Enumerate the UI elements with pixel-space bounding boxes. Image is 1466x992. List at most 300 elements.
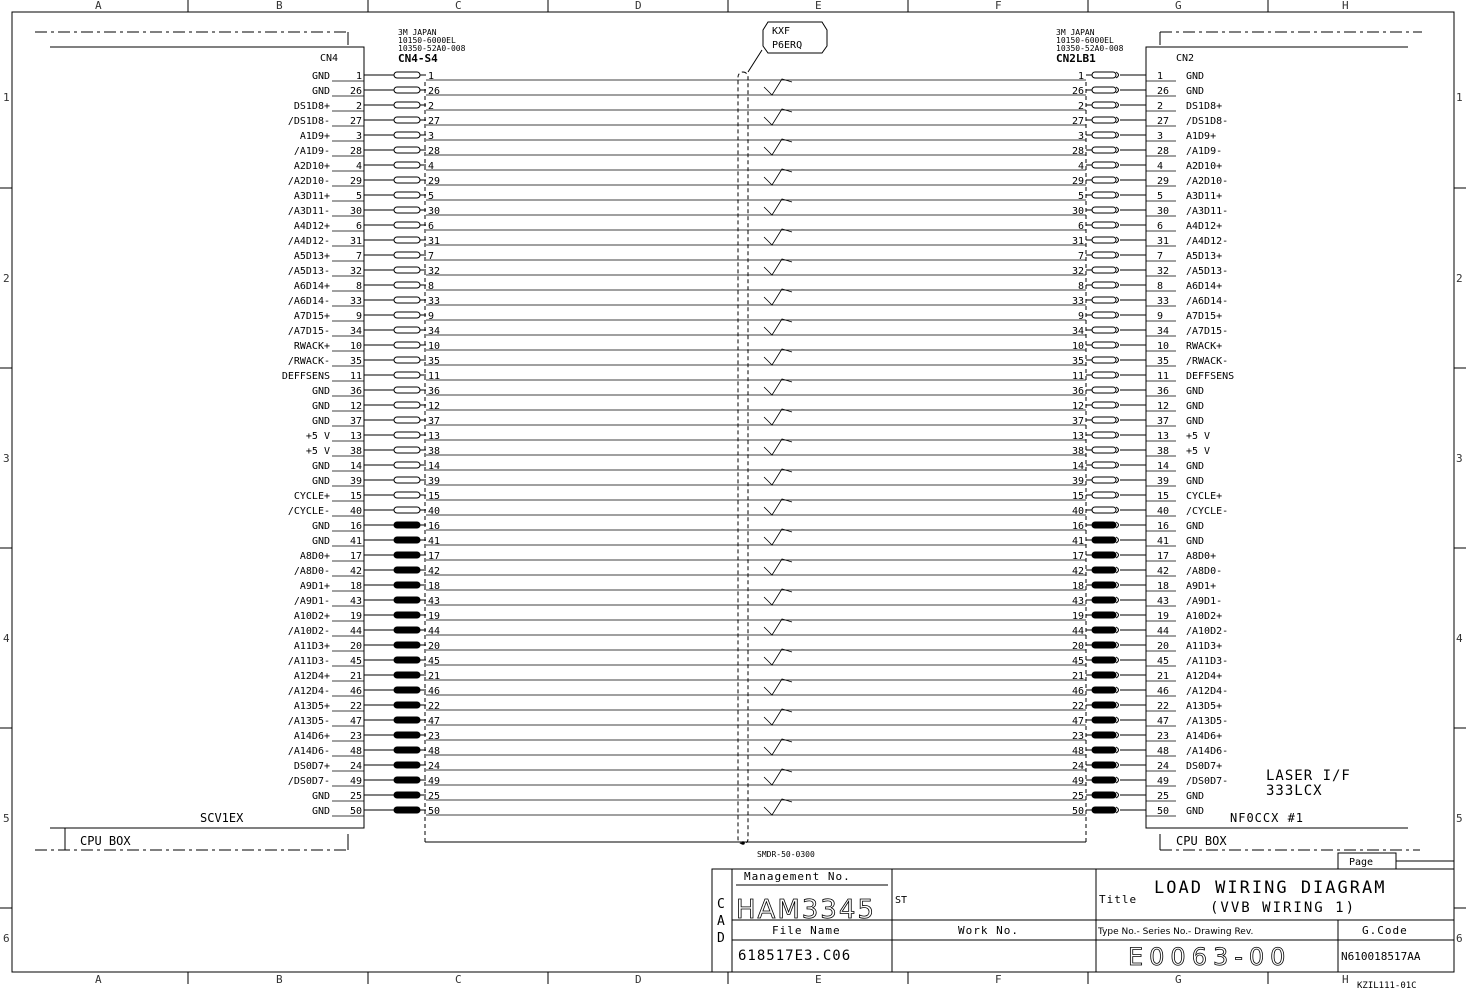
left-contact	[394, 327, 420, 333]
left-pin-number: 3	[355, 131, 362, 142]
wire-row	[312, 799, 1204, 817]
right-signal-name: /A10D2-	[1186, 626, 1229, 637]
left-plug-pin: 25	[428, 791, 441, 802]
left-pin-number: 40	[349, 506, 362, 517]
wire-row	[294, 161, 1222, 172]
left-contact	[394, 717, 420, 723]
left-signal-name: +5 V	[305, 431, 330, 442]
right-signal-name: +5 V	[1186, 446, 1211, 457]
right-pin-number: 46	[1157, 686, 1170, 697]
drawing-title-line1: LOAD WIRING DIAGRAM	[1154, 878, 1387, 898]
wire-row	[294, 641, 1222, 652]
twisted-pair-mark	[764, 739, 792, 755]
right-plug-pin: 38	[1071, 446, 1084, 457]
wire-row	[312, 521, 1204, 532]
file-name-label: File Name	[772, 924, 841, 937]
zone-bottom-1: A	[95, 973, 102, 986]
left-plug-pin: 29	[428, 176, 441, 187]
management-number: HAM3345	[736, 895, 876, 925]
right-contact	[1092, 177, 1116, 183]
right-signal-name: /DS0D7-	[1186, 776, 1229, 787]
right-signal-name: RWACK+	[1186, 341, 1223, 352]
twisted-pair-mark	[764, 199, 792, 215]
right-pin-number: 34	[1157, 326, 1170, 337]
right-pin-number: 36	[1157, 386, 1170, 397]
right-pin-number: 5	[1157, 191, 1164, 202]
wire-row	[312, 79, 1204, 97]
type-no-label: Type No.- Series No.- Drawing Rev.	[1098, 927, 1254, 937]
right-pin-number: 22	[1157, 701, 1170, 712]
file-name-value: 618517E3.C06	[738, 948, 852, 964]
right-plug-part1: 10150-6000EL	[1056, 36, 1114, 45]
left-contact	[394, 657, 420, 663]
right-contact	[1092, 312, 1116, 318]
right-plug-pin: 48	[1071, 746, 1084, 757]
right-plug-pin: 31	[1071, 236, 1084, 247]
twisted-pair-mark	[764, 619, 792, 635]
left-pin-number: 16	[349, 521, 362, 532]
right-pin-number: 12	[1157, 401, 1170, 412]
right-contact	[1092, 402, 1116, 408]
left-signal-name: A10D2+	[293, 611, 330, 622]
right-plug-pin: 20	[1071, 641, 1084, 652]
zone-left-3: 3	[3, 452, 10, 465]
wire-row	[312, 401, 1204, 412]
right-plug-pin: 7	[1077, 251, 1084, 262]
right-plug-pin: 6	[1077, 221, 1084, 232]
right-signal-name: CYCLE+	[1186, 491, 1223, 502]
right-pin-number: 1	[1157, 71, 1164, 82]
right-pin-number: 45	[1157, 656, 1170, 667]
right-plug-pin: 8	[1077, 281, 1084, 292]
right-contact	[1092, 387, 1116, 393]
right-signal-name: A9D1+	[1186, 581, 1217, 592]
right-contact	[1092, 537, 1116, 543]
left-contact	[394, 687, 420, 693]
left-signal-name: /A12D4-	[287, 686, 330, 697]
left-signal-name: /A13D5-	[287, 716, 330, 727]
right-contact	[1092, 627, 1116, 633]
right-plug-pin: 16	[1071, 521, 1084, 532]
cad-a: A	[717, 914, 725, 929]
right-plug-pin: 23	[1071, 731, 1084, 742]
right-signal-name: /A9D1-	[1186, 596, 1223, 607]
right-pin-number: 44	[1157, 626, 1170, 637]
cad-d: D	[717, 931, 725, 946]
left-pin-number: 9	[355, 311, 362, 322]
twisted-pair-mark	[764, 289, 792, 305]
right-contact	[1092, 282, 1116, 288]
zone-top-2: B	[276, 0, 283, 12]
left-plug-pin: 50	[428, 806, 441, 817]
right-pin-number: 14	[1157, 461, 1170, 472]
cad-c: C	[717, 897, 725, 912]
wire-row	[294, 281, 1222, 292]
zone-bottom-5: E	[815, 973, 822, 986]
form-code: KZIL111-01C	[1357, 981, 1417, 991]
wire-row	[300, 551, 1216, 562]
right-contact	[1092, 807, 1116, 813]
wire-row	[294, 101, 1222, 112]
right-plug-pin: 5	[1077, 191, 1084, 202]
right-signal-name: /A5D13-	[1186, 266, 1229, 277]
left-contact	[394, 807, 420, 813]
twisted-pair-mark	[764, 769, 792, 785]
left-pin-number: 4	[355, 161, 362, 172]
right-contact	[1092, 477, 1116, 483]
left-plug-pin: 37	[428, 416, 441, 427]
right-contact	[1092, 117, 1116, 123]
right-contact	[1092, 642, 1116, 648]
zone-left-1: 1	[3, 91, 10, 104]
left-plug-pin: 7	[428, 251, 435, 262]
left-signal-name: A12D4+	[293, 671, 330, 682]
left-contact	[394, 477, 420, 483]
right-contact	[1092, 162, 1116, 168]
left-signal-name: RWACK+	[293, 341, 330, 352]
right-contact	[1092, 147, 1116, 153]
twisted-pair-mark	[764, 499, 792, 515]
g-code-label: G.Code	[1362, 924, 1408, 937]
left-plug-pin: 21	[428, 671, 441, 682]
zone-bottom-8: H	[1342, 973, 1349, 986]
st-mark: ST	[895, 895, 908, 906]
right-plug-pin: 42	[1071, 566, 1084, 577]
zone-bottom-6: F	[995, 973, 1002, 986]
left-plug-pin: 39	[428, 476, 441, 487]
wire-row	[312, 791, 1204, 802]
right-pin-number: 29	[1157, 176, 1170, 187]
left-signal-name: /A9D1-	[293, 596, 330, 607]
right-pin-number: 37	[1157, 416, 1170, 427]
wire-row	[306, 431, 1210, 442]
management-label: Management No.	[744, 870, 851, 883]
right-pin-number: 30	[1157, 206, 1170, 217]
right-signal-name: DEFFSENS	[1186, 371, 1235, 382]
right-pin-number: 4	[1157, 161, 1164, 172]
left-plug-pin: 40	[428, 506, 441, 517]
twisted-pair-mark	[764, 229, 792, 245]
left-contact	[394, 372, 420, 378]
left-pin-number: 43	[349, 596, 362, 607]
right-pin-number: 18	[1157, 581, 1170, 592]
left-pin-number: 50	[349, 806, 362, 817]
left-plug-pin: 28	[428, 146, 441, 157]
right-plug-pin: 43	[1071, 596, 1084, 607]
right-pin-number: 41	[1157, 536, 1170, 547]
zone-bottom-7: G	[1175, 973, 1182, 986]
left-contact	[394, 387, 420, 393]
right-plug-pin: 10	[1071, 341, 1084, 352]
right-plug-pin: 21	[1071, 671, 1084, 682]
right-plug-pin: 17	[1071, 551, 1084, 562]
left-pin-number: 8	[355, 281, 362, 292]
left-pin-number: 30	[349, 206, 362, 217]
right-plug-pin: 49	[1071, 776, 1084, 787]
right-pin-number: 16	[1157, 521, 1170, 532]
right-plug-pin: 15	[1071, 491, 1084, 502]
right-signal-name: A12D4+	[1186, 671, 1223, 682]
right-signal-name: DS0D7+	[1186, 761, 1223, 772]
right-plug-pin: 33	[1071, 296, 1084, 307]
right-pin-number: 25	[1157, 791, 1170, 802]
left-pin-number: 31	[349, 236, 362, 247]
left-pin-number: 35	[349, 356, 362, 367]
left-plug-pin: 34	[428, 326, 441, 337]
wire-row	[294, 611, 1222, 622]
twisted-pair-mark	[764, 649, 792, 665]
left-contact	[394, 672, 420, 678]
wire-row	[300, 131, 1216, 142]
wire-row	[294, 191, 1222, 202]
right-plug-pin: 37	[1071, 416, 1084, 427]
right-signal-name: /A2D10-	[1186, 176, 1229, 187]
right-signal-name: A7D15+	[1186, 311, 1223, 322]
left-contact	[394, 642, 420, 648]
right-contact	[1092, 762, 1116, 768]
right-pin-number: 24	[1157, 761, 1170, 772]
twisted-pair-mark	[764, 529, 792, 545]
drawing-title-line2: (VVB WIRING 1)	[1210, 900, 1357, 916]
right-contact	[1092, 102, 1116, 108]
left-plug-pin: 35	[428, 356, 441, 367]
left-plug-pin: 49	[428, 776, 441, 787]
left-plug-pin: 31	[428, 236, 441, 247]
wire-row	[294, 221, 1222, 232]
left-plug-header	[398, 28, 466, 65]
right-contact	[1092, 672, 1116, 678]
left-plug-pin: 12	[428, 401, 441, 412]
right-plug-pin: 24	[1071, 761, 1084, 772]
left-contact	[394, 222, 420, 228]
left-contact	[394, 87, 420, 93]
cable-bundle	[425, 22, 1086, 859]
left-pin-number: 37	[349, 416, 362, 427]
left-contact	[394, 702, 420, 708]
left-pin-number: 7	[355, 251, 362, 262]
right-box-label: CPU BOX	[1176, 834, 1227, 848]
left-contact	[394, 252, 420, 258]
zone-top-8: H	[1342, 0, 1349, 12]
right-contact	[1092, 597, 1116, 603]
right-signal-name: A3D11+	[1186, 191, 1223, 202]
left-pin-number: 34	[349, 326, 362, 337]
right-pin-number: 21	[1157, 671, 1170, 682]
right-pin-number: 40	[1157, 506, 1170, 517]
left-plug-pin: 3	[428, 131, 435, 142]
left-signal-name: GND	[311, 806, 330, 817]
right-contact	[1092, 252, 1116, 258]
left-plug-pin: 36	[428, 386, 441, 397]
left-pin-number: 19	[349, 611, 362, 622]
left-plug-pin: 2	[428, 101, 435, 112]
left-contact	[394, 747, 420, 753]
right-contact	[1092, 192, 1116, 198]
wire-row	[300, 581, 1216, 592]
left-plug-pin: 47	[428, 716, 441, 727]
left-signal-name: GND	[311, 461, 330, 472]
left-plug-pin: 24	[428, 761, 441, 772]
left-pin-number: 6	[355, 221, 362, 232]
left-pin-number: 29	[349, 176, 362, 187]
left-contact	[394, 762, 420, 768]
right-signal-name: /A14D6-	[1186, 746, 1229, 757]
left-pin-number: 38	[349, 446, 362, 457]
right-plug-pin: 1	[1077, 71, 1084, 82]
left-plug-part1: 10150-6000EL	[398, 36, 456, 45]
left-plug-pin: 30	[428, 206, 441, 217]
right-signal-name: /A1D9-	[1186, 146, 1223, 157]
right-pin-number: 19	[1157, 611, 1170, 622]
left-pin-number: 28	[349, 146, 362, 157]
right-pin-number: 49	[1157, 776, 1170, 787]
left-plug-pin: 32	[428, 266, 441, 277]
left-pin-number: 41	[349, 536, 362, 547]
zone-right-2: 2	[1456, 272, 1463, 285]
left-pin-number: 20	[349, 641, 362, 652]
wire-row	[294, 731, 1222, 742]
left-plug-pin: 5	[428, 191, 435, 202]
left-signal-name: /A1D9-	[293, 146, 330, 157]
right-pin-number: 43	[1157, 596, 1170, 607]
right-pin-number: 39	[1157, 476, 1170, 487]
twisted-pair-mark	[764, 379, 792, 395]
page-label: Page	[1349, 857, 1374, 868]
left-contact	[394, 102, 420, 108]
zone-top-5: E	[815, 0, 822, 12]
right-signal-name: /RWACK-	[1186, 356, 1229, 367]
cable-tag-line1: KXF	[772, 26, 791, 37]
right-signal-name: /A12D4-	[1186, 686, 1229, 697]
zone-bottom-3: C	[455, 973, 462, 986]
left-contact	[394, 777, 420, 783]
left-plug-part2: 10350-52A0-008	[398, 44, 466, 53]
left-contact	[394, 297, 420, 303]
left-plug-pin: 38	[428, 446, 441, 457]
twisted-pair-mark	[764, 169, 792, 185]
left-plug-pin: 26	[428, 86, 441, 97]
left-signal-name: DEFFSENS	[281, 371, 330, 382]
right-plug-pin: 47	[1071, 716, 1084, 727]
zone-right-1: 1	[1456, 91, 1463, 104]
zone-bottom-4: D	[635, 973, 642, 986]
left-pin-number: 39	[349, 476, 362, 487]
right-plug-pin: 28	[1071, 146, 1084, 157]
left-contact	[394, 72, 420, 78]
right-signal-name: GND	[1186, 791, 1205, 802]
left-contact	[394, 447, 420, 453]
right-plug-pin: 40	[1071, 506, 1084, 517]
right-pin-number: 42	[1157, 566, 1170, 577]
right-contact	[1092, 687, 1116, 693]
right-signal-name: GND	[1186, 86, 1205, 97]
left-plug-pin: 19	[428, 611, 441, 622]
wire-row	[294, 701, 1222, 712]
left-contact	[394, 237, 420, 243]
right-pin-number: 33	[1157, 296, 1170, 307]
left-pin-number: 42	[349, 566, 362, 577]
left-plug-pin: 45	[428, 656, 441, 667]
left-signal-name: DS0D7+	[293, 761, 330, 772]
wire-row	[312, 71, 1204, 82]
right-signal-name: A10D2+	[1186, 611, 1223, 622]
left-signal-name: GND	[311, 86, 330, 97]
left-contact	[394, 192, 420, 198]
right-contact	[1092, 447, 1116, 453]
right-pin-number: 27	[1157, 116, 1170, 127]
type-no-value: E0063-00	[1128, 943, 1292, 971]
right-plug-pin: 3	[1077, 131, 1084, 142]
left-signal-name: GND	[311, 71, 330, 82]
right-contact	[1092, 567, 1116, 573]
right-contact	[1092, 732, 1116, 738]
zone-right-4: 4	[1456, 632, 1463, 645]
right-plug-pin: 12	[1071, 401, 1084, 412]
right-plug-pin: 4	[1077, 161, 1084, 172]
right-contact	[1092, 777, 1116, 783]
left-pin-number: 48	[349, 746, 362, 757]
right-contact	[1092, 492, 1116, 498]
zone-top-6: F	[995, 0, 1002, 12]
left-signal-name: /DS1D8-	[287, 116, 330, 127]
right-contact	[1092, 327, 1116, 333]
right-pin-number: 15	[1157, 491, 1170, 502]
zone-right-3: 3	[1456, 452, 1463, 465]
left-pin-number: 49	[349, 776, 362, 787]
right-signal-name: GND	[1186, 806, 1205, 817]
right-plug-pin: 19	[1071, 611, 1084, 622]
right-plug-pin: 32	[1071, 266, 1084, 277]
left-contact	[394, 402, 420, 408]
right-signal-name: GND	[1186, 461, 1205, 472]
right-signal-name: A6D14+	[1186, 281, 1223, 292]
left-signal-name: A5D13+	[293, 251, 330, 262]
left-plug-pin: 41	[428, 536, 441, 547]
left-plug-pin: 20	[428, 641, 441, 652]
left-signal-name: GND	[311, 386, 330, 397]
left-pin-number: 46	[349, 686, 362, 697]
left-signal-name: /A4D12-	[287, 236, 330, 247]
left-contact	[394, 582, 420, 588]
left-signal-name: /A10D2-	[287, 626, 330, 637]
right-contact	[1092, 702, 1116, 708]
left-pin-number: 5	[355, 191, 362, 202]
left-contact	[394, 492, 420, 498]
left-plug-pin: 23	[428, 731, 441, 742]
left-plug-pin: 14	[428, 461, 441, 472]
left-plug-pin: 15	[428, 491, 441, 502]
left-plug-pin: 1	[428, 71, 435, 82]
right-pin-number: 26	[1157, 86, 1170, 97]
left-contact	[394, 462, 420, 468]
left-signal-name: /A5D13-	[287, 266, 330, 277]
right-pin-number: 9	[1157, 311, 1164, 322]
right-contact	[1092, 582, 1116, 588]
left-pin-number: 13	[349, 431, 362, 442]
right-contact	[1092, 417, 1116, 423]
right-plug-pin: 18	[1071, 581, 1084, 592]
twisted-pair-mark	[764, 349, 792, 365]
right-plug-pin: 41	[1071, 536, 1084, 547]
right-signal-name: A11D3+	[1186, 641, 1223, 652]
left-contact	[394, 627, 420, 633]
right-pin-number: 47	[1157, 716, 1170, 727]
right-pin-number: 7	[1157, 251, 1164, 262]
left-contact	[394, 522, 420, 528]
left-pin-number: 18	[349, 581, 362, 592]
left-contact	[394, 567, 420, 573]
right-board-line1: LASER I/F	[1266, 768, 1351, 784]
